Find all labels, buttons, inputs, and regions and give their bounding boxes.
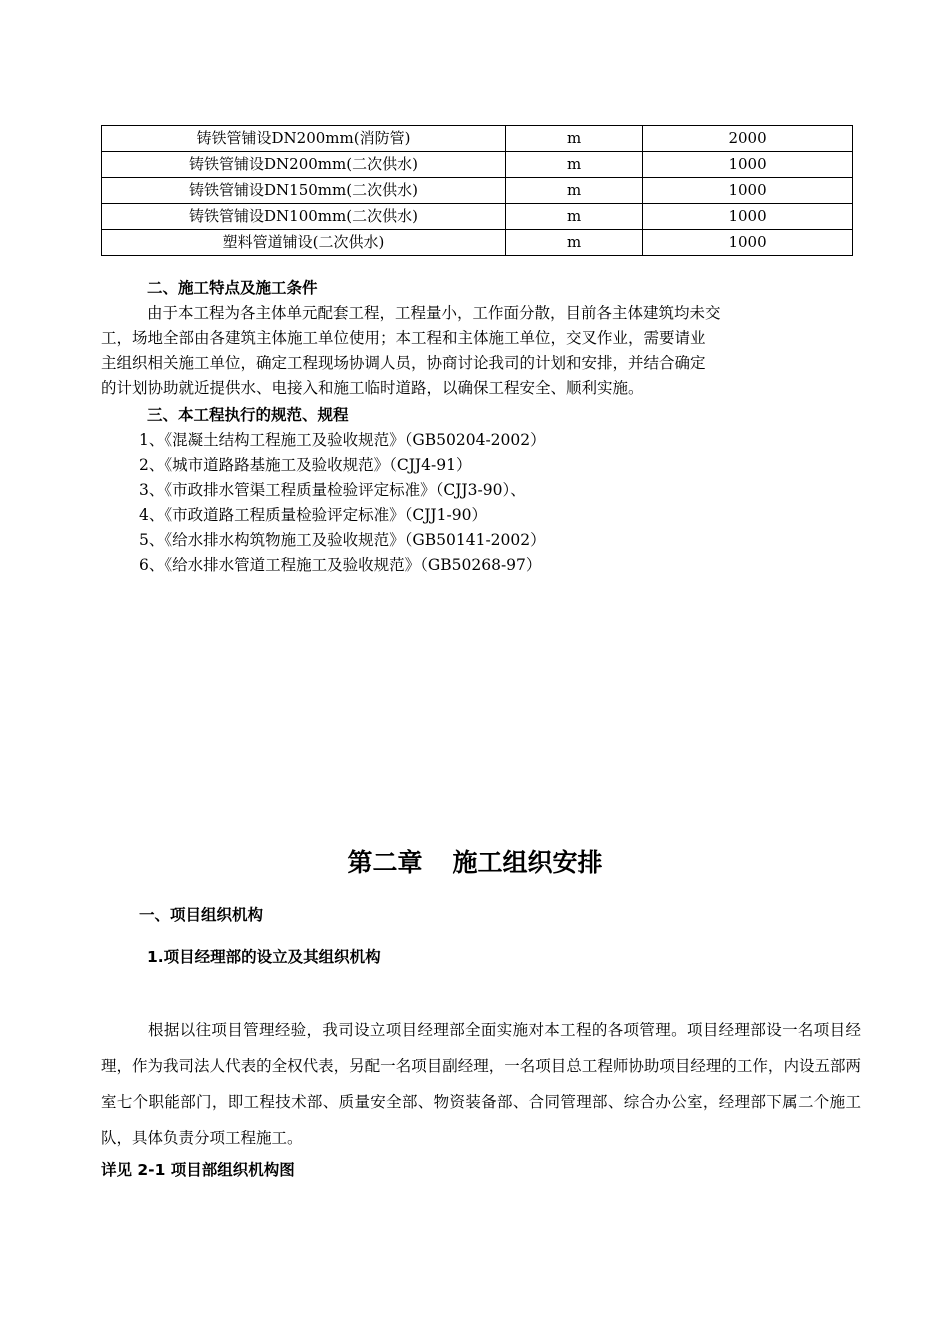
chapter-number: 第二章 xyxy=(347,848,423,877)
standard-item: 6、《给水排水管道工程施工及验收规范》（GB50268-97） xyxy=(139,556,542,574)
item-cell: 铸铁管铺设DN200mm(二次供水) xyxy=(102,152,506,178)
standard-item: 3、《市政排水管渠工程质量检验评定标准》（CJJ3-90）、 xyxy=(139,481,526,499)
section3-heading: 三、本工程执行的规范、规程 xyxy=(147,406,349,424)
unit-cell: m xyxy=(505,152,642,178)
section2-line: 工，场地全部由各建筑主体施工单位使用；本工程和主体施工单位，交叉作业，需要请业 xyxy=(101,329,706,347)
org-heading: 一、项目组织机构 xyxy=(139,906,264,924)
table-row xyxy=(102,230,853,256)
quantity-cell: 1000 xyxy=(643,204,853,230)
see-also-note: 详见 2-1 项目部组织机构图 xyxy=(101,1161,295,1179)
standard-item: 4、《市政道路工程质量检验评定标准》（CJJ1-90） xyxy=(139,506,487,524)
unit-cell: m xyxy=(505,178,642,204)
table-row xyxy=(102,204,853,230)
table-row xyxy=(102,152,853,178)
section2-line: 主组织相关施工单位，确定工程现场协调人员，协商讨论我司的计划和安排，并结合确定 xyxy=(101,354,706,372)
item-cell: 铸铁管铺设DN200mm(消防管) xyxy=(102,126,506,152)
quantity-table xyxy=(101,125,853,256)
chapter-title xyxy=(0,843,950,879)
standard-item: 1、《混凝土结构工程施工及验收规范》（GB50204-2002） xyxy=(139,431,546,449)
item-cell: 铸铁管铺设DN100mm(二次供水) xyxy=(102,204,506,230)
quantity-cell: 1000 xyxy=(643,152,853,178)
item-cell: 铸铁管铺设DN150mm(二次供水) xyxy=(102,178,506,204)
quantity-cell: 1000 xyxy=(643,230,853,256)
unit-cell: m xyxy=(505,204,642,230)
org-subheading: 1.项目经理部的设立及其组织机构 xyxy=(147,948,381,966)
section2-line: 的计划协助就近提供水、电接入和施工临时道路，以确保工程安全、顺利实施。 xyxy=(101,379,644,397)
section2-line: 由于本工程为各主体单元配套工程，工程量小，工作面分散，目前各主体建筑均未交 xyxy=(147,304,721,322)
org-paragraph: 根据以往项目管理经验，我司设立项目经理部全面实施对本工程的各项管理。项目经理部设一名项目经理，作为我司法人代表的全权代表，另配一名项目副经理，一名项目总工程师协助项目经理的工作，内设五部两室七个职能部门，即工程技术部、质量安全部、物资装备部、合同管理部、综合办公室，经理部下属二个施工队，具体负责分项工程施工。 xyxy=(101,1021,861,1147)
table-row xyxy=(102,126,853,152)
table-row xyxy=(102,178,853,204)
standard-item: 2、《城市道路路基施工及验收规范》（CJJ4-91） xyxy=(139,456,472,474)
chapter-name: 施工组织安排 xyxy=(452,848,603,877)
section2-heading: 二、施工特点及施工条件 xyxy=(147,279,318,297)
unit-cell: m xyxy=(505,230,642,256)
quantity-cell: 1000 xyxy=(643,178,853,204)
unit-cell: m xyxy=(505,126,642,152)
item-cell: 塑料管道铺设(二次供水) xyxy=(102,230,506,256)
standard-item: 5、《给水排水构筑物施工及验收规范》（GB50141-2002） xyxy=(139,531,546,549)
quantity-cell: 2000 xyxy=(643,126,853,152)
